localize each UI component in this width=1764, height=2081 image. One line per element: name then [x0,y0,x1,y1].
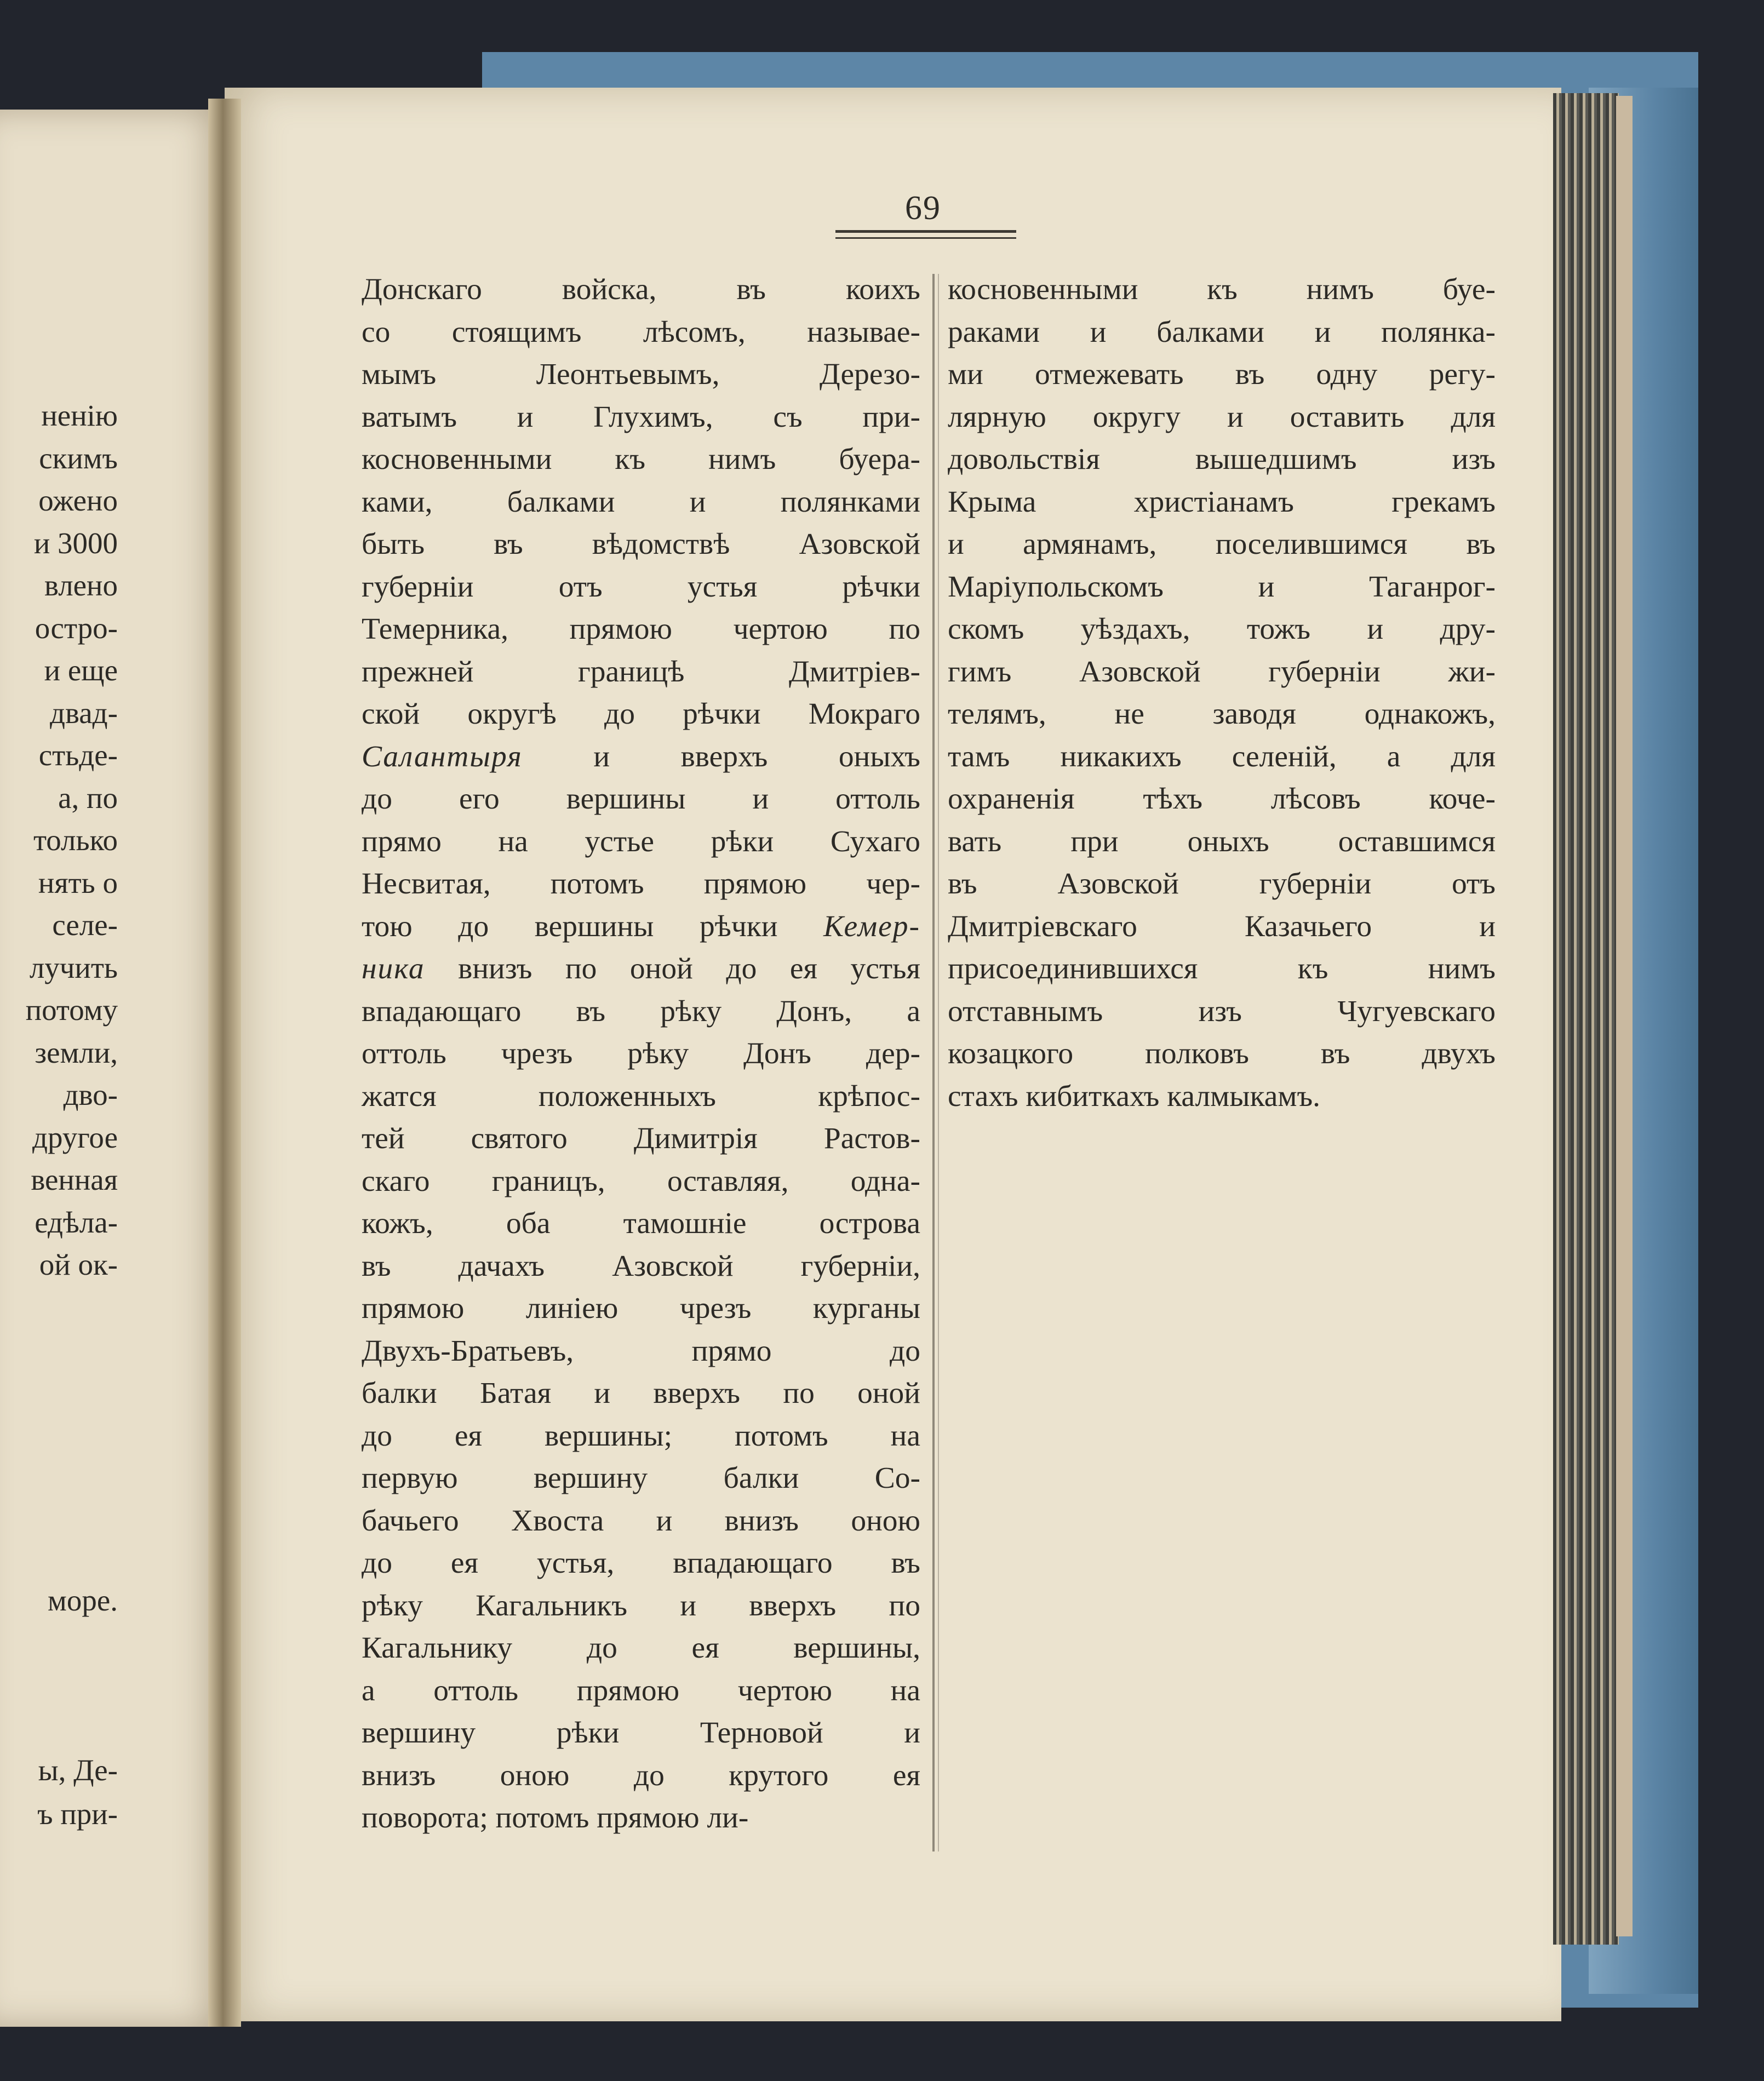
text-line: Крыма христіанамъ грекамъ [948,485,1496,519]
text-line: губерніи отъ устья рѣчки [362,570,920,604]
page-edges-outer [1616,96,1633,1936]
text-line: до ея устья, впадающаго въ [362,1546,920,1580]
text-line: въ Азовской губерніи отъ [948,867,1496,901]
text-line: а оттоль прямою чертою на [362,1673,920,1707]
text-line: вать при оныхъ оставшимся [948,824,1496,858]
left-page-fragment-line: а, по [58,781,118,815]
left-page-fragment-line: лучить [29,950,118,984]
column-divider-thin [938,274,939,1851]
left-page-fragment-line: только [33,823,118,857]
text-line: косновенными къ нимъ буе- [948,273,1496,306]
text-line: жатся положенныхъ крѣпос- [362,1079,920,1113]
page-number: 69 [905,190,941,227]
left-page-line-de: ы, Де- [38,1753,118,1787]
left-page-line-more: море. [48,1584,118,1617]
text-line: Дмитріевскаго Казачьего и [948,909,1496,943]
text-line: прямо на устье рѣки Сухаго [362,824,920,858]
text-line: Кагальнику до ея вершины, [362,1631,920,1665]
text-line: скомъ уѣздахъ, тожъ и дру- [948,612,1496,646]
text-line: ватымъ и Глухимъ, съ при- [362,400,920,434]
text-line: кожъ, оба тамошніе острова [362,1207,920,1240]
left-page-fragment-line: и еще [44,653,118,687]
text-line: довольствія вышедшимъ изъ [948,443,1496,476]
text-line: охраненія тѣхъ лѣсовъ коче- [948,782,1496,816]
left-page-fragment-line: влено [44,569,118,602]
text-line: впадающаго въ рѣку Донъ, а [362,994,920,1028]
text-line: и армянамъ, поселившимся въ [948,528,1496,561]
left-page-fragment-line: ненію [41,399,118,432]
text-line: Двухъ-Братьевъ, прямо до [362,1334,920,1368]
text-line: со стоящимъ лѣсомъ, называе- [362,315,920,349]
text-column-right [948,268,1496,1117]
text-line: лярную округу и оставить для [948,400,1496,434]
text-line: бачьего Хвоста и внизъ оною [362,1504,920,1538]
text-line: присоединившихся къ нимъ [948,952,1496,985]
text-line: прежней границѣ Дмитріев- [362,655,920,689]
left-page-fragment-line: ожено [38,484,118,517]
left-page-fragment-line: едѣла- [35,1205,118,1239]
left-page-fragment-line: земли, [35,1035,118,1069]
text-line: Донскаго войска, въ коихъ [362,273,920,306]
left-page-fragment-line: дво- [63,1078,118,1111]
left-page-line-pri: ъ при- [37,1797,118,1831]
left-page-fragment-line: нять о [38,865,118,899]
text-line: ской округѣ до рѣчки Мокраго [362,697,920,731]
text-line: скаго границъ, оставляя, одна- [362,1164,920,1198]
background-bottom [0,2027,1764,2081]
left-page-fragment-line: другое [32,1120,118,1154]
left-page-fragment-line: потому [25,993,118,1027]
text-line: Темерника, прямою чертою по [362,612,920,646]
page-edges [1553,93,1619,1945]
text-line: тою до вершины рѣчки Кемер- [362,909,920,943]
text-line: козацкого полковъ въ двухъ [948,1037,1496,1070]
text-line: Несвитая, потомъ прямою чер- [362,867,920,901]
text-line: прямою линіею чрезъ курганы [362,1292,920,1325]
text-column-left [362,268,920,1839]
text-line: косновенными къ нимъ буера- [362,443,920,476]
text-line: Маріупольскомъ и Таганрог- [948,570,1496,604]
text-line: быть въ вѣдомствѣ Азовской [362,528,920,561]
left-page-fragment-line: остро- [35,611,118,645]
text-line: первую вершину балки Со- [362,1461,920,1495]
text-line: отставнымъ изъ Чугуевскаго [948,994,1496,1028]
text-line: ками, балками и полянками [362,485,920,519]
text-line: рѣку Кагальникъ и вверхъ по [362,1589,920,1623]
text-line: вершину рѣки Терновой и [362,1716,920,1750]
text-line: внизъ оною до крутого ея [362,1758,920,1792]
text-line: поворота; потомъ прямою ли- [362,1801,749,1835]
left-page-fragment-line: селе- [52,908,118,942]
header-rule [835,230,1016,233]
text-line: балки Батая и вверхъ по оной [362,1377,920,1410]
text-line: тамъ никакихъ селеній, а для [948,739,1496,773]
text-line: гимъ Азовской губерніи жи- [948,655,1496,689]
text-line: тей святого Димитрія Растов- [362,1122,920,1155]
text-line: мымъ Леонтьевымъ, Дерезо- [362,358,920,391]
text-line: въ дачахъ Азовской губерніи, [362,1249,920,1283]
left-page-fragment-line: венная [31,1163,118,1196]
text-line: до ея вершины; потомъ на [362,1419,920,1453]
text-line: раками и балками и полянка- [948,315,1496,349]
left-page-fragment-line: ой ок- [39,1248,118,1281]
text-line: оттоль чрезъ рѣку Донъ дер- [362,1037,920,1070]
left-page-fragment-line: стьде- [38,738,118,772]
text-line: ми отмежевать въ одну регу- [948,358,1496,391]
text-line: телямъ, не заводя однакожъ, [948,697,1496,731]
header-rule-thin [835,237,1016,239]
book-gutter [208,99,241,2027]
text-line: Салантыря и вверхъ оныхъ [362,739,920,773]
left-page-fragment-line: двад- [50,696,118,730]
text-line: до его вершины и оттоль [362,782,920,816]
left-page-text-fragments [0,394,118,1286]
column-divider [932,274,935,1851]
left-page-fragment-line: и 3000 [33,526,118,560]
text-line: стахъ кибиткахъ калмыкамъ. [948,1079,1321,1113]
left-page-fragment-line: скимъ [39,441,118,475]
text-line: ника внизъ по оной до ея устья [362,952,920,985]
